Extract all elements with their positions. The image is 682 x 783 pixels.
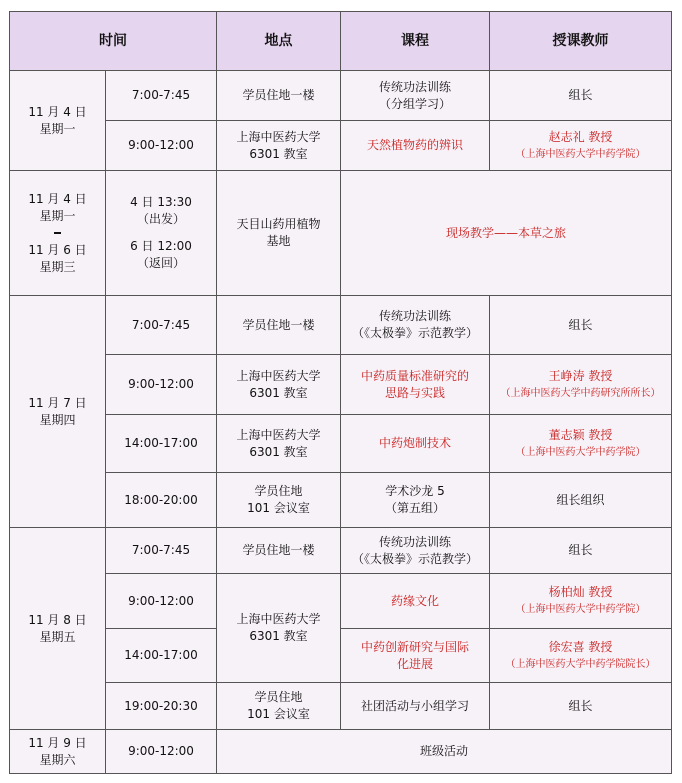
- place-line: 6301 教室: [249, 146, 308, 161]
- table-row: [10, 296, 672, 355]
- time-cell: 9:00-12:00: [106, 730, 217, 774]
- table-row: [10, 71, 672, 121]
- place-cell: [217, 121, 341, 171]
- table-row: [10, 171, 672, 296]
- time-cell: 14:00-17:00: [106, 415, 217, 473]
- time-cell: 18:00-20:00: [106, 473, 217, 528]
- place-line: 101 会议室: [247, 707, 310, 721]
- teacher-cell: [490, 629, 672, 683]
- course-line: 传统功法训练: [378, 309, 451, 323]
- time-cell: [106, 171, 217, 296]
- weekday-label: 星期一: [39, 208, 76, 223]
- course-cell: [341, 629, 490, 683]
- place-line: 6301 教室: [249, 385, 308, 400]
- schedule-table: [9, 11, 672, 774]
- day-cell: [10, 730, 106, 774]
- teacher-affiliation: （上海中医药大学中药学院）: [515, 446, 646, 458]
- course-cell: [341, 355, 490, 415]
- teacher-affiliation: （上海中医药大学中药学院院长）: [505, 658, 656, 670]
- place-line: 基地: [266, 234, 291, 248]
- time-cell: 9:00-12:00: [106, 121, 217, 171]
- place-line: 上海中医药大学: [236, 427, 321, 442]
- place-cell: 学员住地一楼: [217, 528, 341, 574]
- range-dash: [14, 225, 101, 242]
- place-cell: [217, 355, 341, 415]
- course-cell: 中药炮制技术: [341, 415, 490, 473]
- table-row: [10, 730, 672, 774]
- teacher-cell: 组长组织: [490, 473, 672, 528]
- table-row: [10, 574, 672, 629]
- weekday-label: 星期四: [39, 412, 76, 427]
- table-row: [10, 355, 672, 415]
- place-cell: [217, 473, 341, 528]
- place-line: 上海中医药大学: [236, 612, 321, 626]
- place-cell: 学员住地一楼: [217, 296, 341, 355]
- time-note: （出发）: [136, 212, 185, 226]
- course-cell: 天然植物药的辨识: [341, 121, 490, 171]
- teacher-cell: [490, 121, 672, 171]
- date-label: 11 月 4 日: [28, 191, 87, 206]
- course-line: 传统功法训练: [378, 79, 451, 94]
- weekday-label: 星期五: [39, 629, 76, 644]
- header-time: 时间: [10, 12, 217, 71]
- teacher-name: 杨柏灿 教授: [548, 585, 613, 599]
- table-row: [10, 415, 672, 473]
- course-line: 中药创新研究与国际: [360, 639, 469, 654]
- course-line: 中药质量标准研究的: [360, 368, 469, 383]
- teacher-name: 董志颖 教授: [548, 427, 613, 442]
- teacher-cell: 组长: [490, 296, 672, 355]
- course-cell: 社团活动与小组学习: [341, 683, 490, 730]
- course-cell: [341, 71, 490, 121]
- time-cell: 7:00-7:45: [106, 528, 217, 574]
- teacher-cell: 组长: [490, 528, 672, 574]
- table-row: [10, 683, 672, 730]
- place-line: 天目山药用植物: [236, 217, 321, 231]
- table-row: [10, 528, 672, 574]
- day-cell: [10, 528, 106, 730]
- place-line: 6301 教室: [249, 629, 308, 643]
- date-label: 11 月 8 日: [28, 612, 87, 627]
- table-row: [10, 121, 672, 171]
- course-line: 思路与实践: [384, 385, 445, 400]
- course-line: （分组学习）: [378, 96, 451, 111]
- course-cell: [341, 473, 490, 528]
- day-cell: [10, 71, 106, 171]
- date-label: 11 月 6 日: [28, 242, 87, 257]
- weekday-label: 星期三: [39, 259, 76, 274]
- place-line: 上海中医药大学: [236, 368, 321, 383]
- course-line: 传统功法训练: [378, 534, 451, 549]
- activity-cell: 班级活动: [217, 730, 672, 774]
- table-row: [10, 473, 672, 528]
- teacher-cell: [490, 355, 672, 415]
- time-cell: 14:00-17:00: [106, 629, 217, 683]
- header-row: [10, 12, 672, 71]
- time-note: （返回）: [136, 256, 185, 270]
- time-line: 6 日 12:00: [130, 239, 192, 253]
- place-cell: [217, 171, 341, 296]
- time-cell: 9:00-12:00: [106, 574, 217, 629]
- time-cell: 9:00-12:00: [106, 355, 217, 415]
- table-row: [10, 629, 672, 683]
- spacer: [110, 228, 212, 238]
- teacher-name: 徐宏喜 教授: [548, 639, 613, 654]
- place-cell: 学员住地一楼: [217, 71, 341, 121]
- course-line: 化进展: [396, 656, 433, 671]
- place-cell: [217, 574, 341, 683]
- time-cell: 19:00-20:30: [106, 683, 217, 730]
- teacher-affiliation: （上海中医药大学中药学院）: [515, 148, 646, 160]
- time-cell: 7:00-7:45: [106, 296, 217, 355]
- date-label: 11 月 4 日: [28, 104, 87, 119]
- date-label: 11 月 9 日: [28, 735, 87, 750]
- place-cell: [217, 415, 341, 473]
- header-teacher: 授课教师: [490, 12, 672, 71]
- day-cell: [10, 171, 106, 296]
- header-course: 课程: [341, 12, 490, 71]
- date-label: 11 月 7 日: [28, 395, 87, 410]
- teacher-cell: 组长: [490, 683, 672, 730]
- place-line: 上海中医药大学: [236, 129, 321, 144]
- course-cell: 现场教学——本草之旅: [341, 171, 672, 296]
- day-cell: [10, 296, 106, 528]
- place-line: 6301 教室: [249, 444, 308, 459]
- header-place: 地点: [217, 12, 341, 71]
- time-line: 4 日 13:30: [130, 195, 192, 209]
- weekday-label: 星期六: [39, 752, 76, 767]
- course-cell: [341, 296, 490, 355]
- place-line: 101 会议室: [247, 501, 310, 515]
- teacher-cell: [490, 574, 672, 629]
- place-line: 学员住地: [254, 484, 303, 498]
- teacher-affiliation: （上海中医药大学中药研究所所长）: [500, 387, 661, 399]
- teacher-cell: 组长: [490, 71, 672, 121]
- teacher-name: 赵志礼 教授: [548, 129, 613, 144]
- course-cell: 药缘文化: [341, 574, 490, 629]
- teacher-name: 王峥涛 教授: [548, 368, 613, 383]
- course-line: 学术沙龙 5: [385, 484, 445, 498]
- weekday-label: 星期一: [39, 121, 76, 136]
- course-cell: [341, 528, 490, 574]
- teacher-cell: [490, 415, 672, 473]
- course-line: （《太极拳》示范教学）: [351, 326, 478, 340]
- place-cell: [217, 683, 341, 730]
- time-cell: 7:00-7:45: [106, 71, 217, 121]
- teacher-affiliation: （上海中医药大学中药学院）: [515, 604, 646, 615]
- course-line: （第五组）: [384, 501, 445, 515]
- place-line: 学员住地: [254, 690, 303, 704]
- course-line: （《太极拳》示范教学）: [351, 551, 478, 566]
